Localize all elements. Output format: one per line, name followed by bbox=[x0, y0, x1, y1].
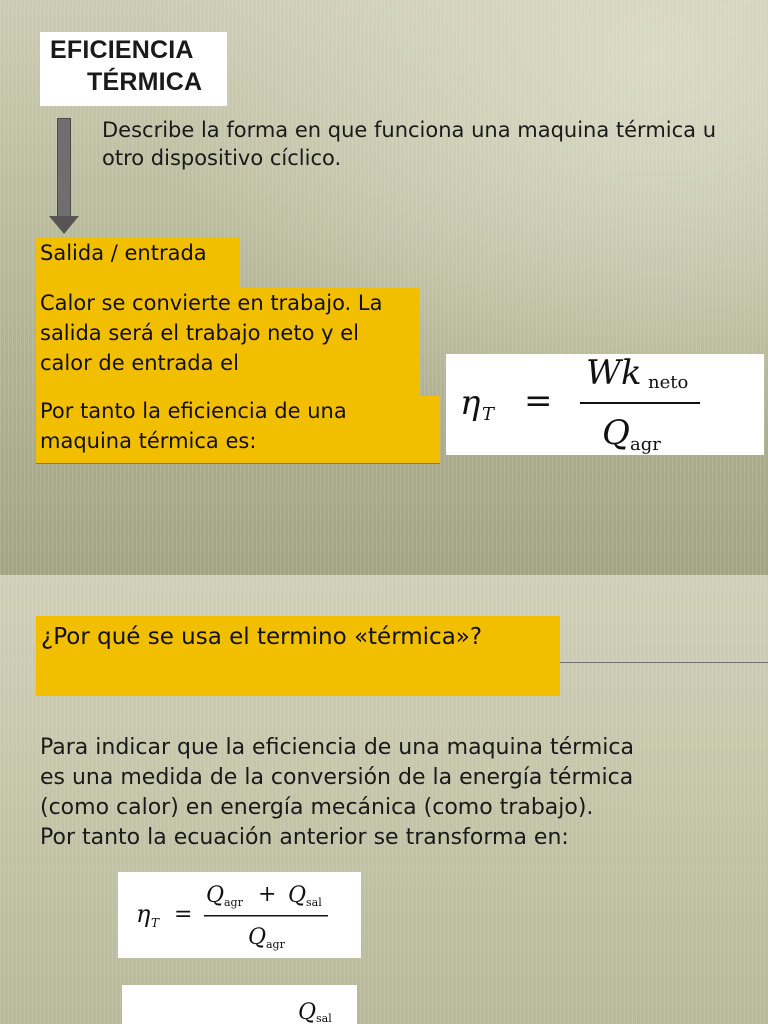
title-box bbox=[40, 32, 227, 106]
efficiency-equation-expanded bbox=[118, 872, 361, 958]
eq1-numerator-sub: neto bbox=[648, 372, 689, 393]
eq2-eta-sub: T bbox=[151, 916, 160, 930]
slide-2 bbox=[0, 575, 768, 1024]
efficiency-equation-svg bbox=[446, 354, 764, 455]
eq1-eta: η bbox=[460, 383, 481, 423]
salida-text: Salida / entrada bbox=[40, 241, 207, 265]
eq2-num-a-sub: agr bbox=[224, 896, 243, 909]
eq2-den-sub: agr bbox=[266, 938, 285, 951]
question-text: ¿Por qué se usa el termino «térmica»? bbox=[41, 624, 483, 650]
eq2-equals: = bbox=[174, 902, 193, 927]
eq2-fraction-bar bbox=[204, 915, 328, 917]
eq2-plus: + bbox=[258, 882, 277, 907]
explanation-line-3: (como calor) en energía mecánica (como trabajo). bbox=[40, 795, 594, 820]
eq1-fraction-bar bbox=[580, 402, 700, 404]
highlight-box-eficiencia bbox=[36, 396, 440, 464]
title-line-1: EFICIENCIA bbox=[50, 36, 194, 64]
eq1-eta-sub: T bbox=[482, 404, 495, 425]
down-arrow-icon bbox=[57, 118, 71, 220]
efficiency-equation-expanded-svg bbox=[118, 872, 361, 958]
eq3-num: Q bbox=[298, 1000, 317, 1024]
eq1-equals: = bbox=[524, 381, 553, 421]
efficiency-equation bbox=[446, 354, 764, 455]
explanation-line-2: es una medida de la conversión de la energía térmica bbox=[40, 765, 634, 790]
explanation-line-4: Por tanto la ecuación anterior se transforma en: bbox=[40, 825, 569, 850]
eq1-denominator-sub: agr bbox=[630, 434, 661, 455]
eq2-eta: η bbox=[136, 900, 151, 928]
horizontal-rule bbox=[560, 662, 768, 663]
eq1-denominator: Q bbox=[602, 413, 630, 453]
eq1-numerator: Wk bbox=[586, 354, 642, 393]
eq2-num-b-sub: sal bbox=[306, 896, 322, 909]
description-text: Describe la forma en que funciona una maquina térmica u otro dispositivo cíclico. bbox=[102, 118, 717, 170]
eq2-num-b: Q bbox=[288, 883, 307, 908]
highlight-box-salida bbox=[36, 238, 240, 288]
calor-text: Calor se convierte en trabajo. La salida será el trabajo neto y el calor de entrada el bbox=[40, 291, 383, 375]
explanation-text bbox=[40, 733, 760, 853]
eq3-num-sub: sal bbox=[316, 1012, 332, 1024]
highlight-box-question bbox=[36, 616, 560, 696]
title-line-2: TÉRMICA bbox=[87, 68, 203, 96]
efficiency-equation-simplified bbox=[122, 985, 357, 1024]
arrow-head-icon bbox=[49, 216, 79, 234]
highlight-box-calor bbox=[36, 288, 420, 398]
eficiencia-text: Por tanto la eficiencia de una maquina térmica es: bbox=[40, 399, 347, 453]
eq2-num-a: Q bbox=[206, 883, 225, 908]
explanation-line-1: Para indicar que la eficiencia de una maquina térmica bbox=[40, 735, 634, 760]
efficiency-equation-simplified-svg bbox=[122, 985, 357, 1024]
eq2-den: Q bbox=[248, 925, 267, 950]
